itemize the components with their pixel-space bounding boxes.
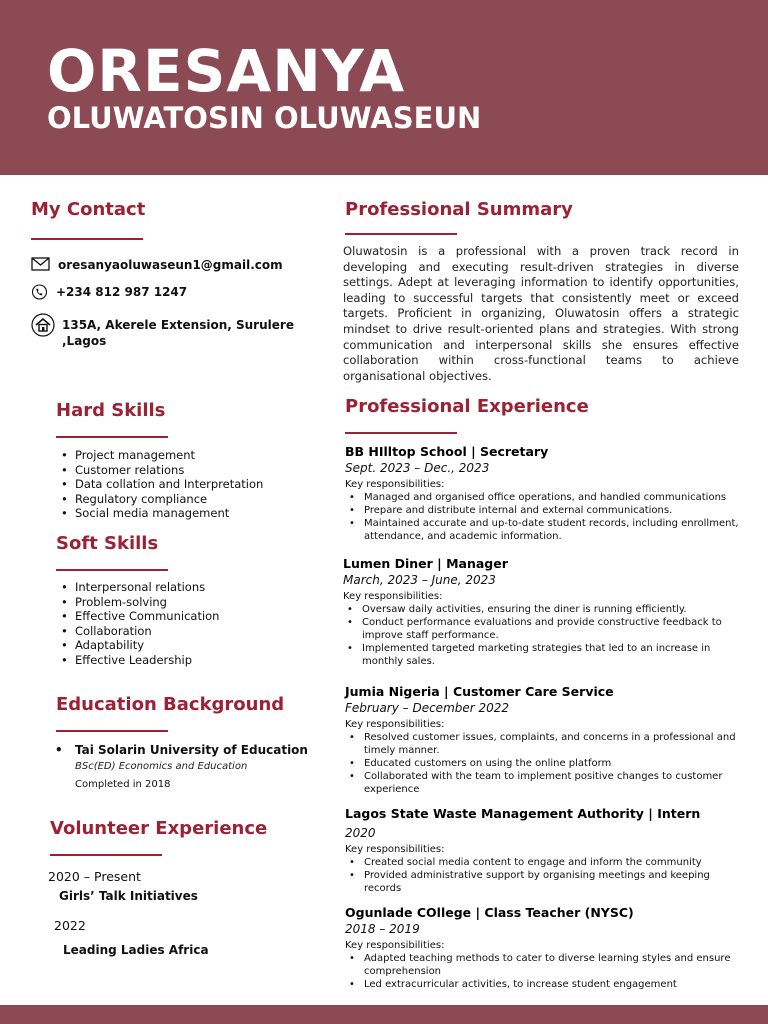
job-entry: [345, 805, 747, 895]
job-dates: 2020: [345, 826, 376, 840]
education-school: • Tai Solarin University of Education: [57, 742, 308, 758]
job-entry: [343, 555, 745, 668]
volunteer-org: Girls’ Talk Initiatives: [59, 889, 198, 903]
job-entry: [345, 904, 747, 991]
job-dates: 2018 – 2019: [345, 922, 420, 936]
contact-email[interactable]: [31, 257, 283, 273]
job-title: Lumen Diner | Manager: [343, 556, 508, 571]
education-title: Education Background: [56, 694, 285, 715]
job-entry: [345, 683, 747, 796]
education-completed: Completed in 2018: [75, 779, 171, 790]
home-icon: [31, 313, 55, 337]
list-item: • Problem-solving: [55, 595, 219, 610]
job-dates: March, 2023 – June, 2023: [343, 573, 496, 587]
job-bullets: [345, 491, 747, 543]
list-item: • Maintained accurate and up-to-date student records, including enrollment, attendance, and academic information.: [345, 517, 747, 543]
list-item: • Project management: [55, 448, 263, 463]
job-title: Ogunlade COllege | Class Teacher (NYSC): [345, 905, 634, 920]
job-label: Key responsibilities:: [345, 479, 445, 490]
soft-skills-title: Soft Skills: [56, 533, 159, 554]
list-item: • Data collation and Interpretation: [55, 477, 263, 492]
experience-rule: [345, 432, 457, 434]
job-bullets: [345, 952, 747, 991]
list-item: • Led extracurricular activities, to increase student engagement: [345, 978, 747, 991]
volunteer-org: Leading Ladies Africa: [63, 943, 209, 957]
experience-title: Professional Experience: [345, 396, 589, 417]
first-names: OLUWATOSIN OLUWASEUN: [47, 101, 482, 135]
list-item: • Resolved customer issues, complaints, and concerns in a professional and timely manner.: [345, 731, 747, 757]
summary-title: Professional Summary: [345, 199, 573, 220]
job-bullets: [343, 603, 745, 668]
job-label: Key responsibilities:: [345, 719, 445, 730]
soft-skills-list: [55, 580, 219, 668]
contact-rule: [31, 238, 143, 240]
address-line2: ,Lagos: [62, 334, 107, 348]
list-item: • Provided administrative support by organising meetings and keeping records: [345, 869, 747, 895]
job-dates: Sept. 2023 – Dec., 2023: [345, 461, 490, 475]
education-degree: BSc(ED) Economics and Education: [75, 761, 248, 772]
hard-skills-rule: [56, 436, 168, 438]
job-label: Key responsibilities:: [345, 844, 445, 855]
job-bullets: [345, 856, 747, 895]
list-item: • Effective Leadership: [55, 653, 219, 668]
volunteer-rule: [50, 854, 162, 856]
job-bullets: [345, 731, 747, 796]
list-item: • Educated customers on using the online platform: [345, 757, 747, 770]
list-item: • Regulatory compliance: [55, 492, 263, 507]
summary-rule: [345, 233, 457, 235]
last-name: ORESANYA: [47, 37, 406, 105]
list-item: • Collaborated with the team to implement positive changes to customer experience: [345, 770, 747, 796]
job-label: Key responsibilities:: [343, 591, 443, 602]
job-title: BB HIlltop School | Secretary: [345, 444, 549, 459]
volunteer-period: 2022: [54, 918, 86, 933]
education-rule: [56, 730, 168, 732]
list-item: • Customer relations: [55, 463, 263, 478]
header-banner: [0, 0, 768, 175]
hard-skills-title: Hard Skills: [56, 400, 166, 421]
list-item: • Effective Communication: [55, 609, 219, 624]
volunteer-title: Volunteer Experience: [50, 818, 268, 839]
contact-title: My Contact: [31, 199, 146, 220]
list-item: • Created social media content to engage and inform the community: [345, 856, 747, 869]
list-item: • Conduct performance evaluations and provide constructive feedback to improve staff performance.: [343, 616, 745, 642]
email-text: oresanyaoluwaseun1@gmail.com: [58, 258, 283, 272]
contact-address: [31, 313, 294, 349]
footer-band: [0, 1005, 768, 1024]
soft-skills-rule: [56, 569, 168, 571]
job-label: Key responsibilities:: [345, 940, 445, 951]
list-item: • Adaptability: [55, 638, 219, 653]
hard-skills-list: [55, 448, 263, 521]
list-item: • Collaboration: [55, 624, 219, 639]
job-entry: [345, 443, 747, 543]
job-title: Jumia Nigeria | Customer Care Service: [345, 684, 614, 699]
list-item: • Managed and organised office operations, and handled communications: [345, 491, 747, 504]
phone-icon: [31, 284, 48, 300]
mail-icon: [31, 257, 50, 271]
job-title: Lagos State Waste Management Authority | Intern: [345, 806, 701, 821]
phone-text: +234 812 987 1247: [56, 285, 188, 299]
summary-text: Oluwatosin is a professional with a proven track record in developing and executing result-driven strategies in diverse settings. Adept at leveraging information to identify opportunities, leading to successful targets that consistently meet or exceed targets. Proficient in organizing, Oluwatosin offers a strategic mindset to drive result-oriented plans and strategies. With strong communication and interpersonal skills she ensures effective collaboration within cross-functional teams to achieve organisational objectives.: [343, 244, 739, 383]
address-line1: 135A, Akerele Extension, Surulere: [62, 318, 294, 332]
contact-phone[interactable]: [31, 284, 187, 300]
list-item: • Social media management: [55, 506, 263, 521]
list-item: • Implemented targeted marketing strategies that led to an increase in monthly sales.: [343, 642, 745, 668]
job-dates: February – December 2022: [345, 701, 510, 715]
volunteer-period: 2020 – Present: [48, 869, 141, 884]
list-item: • Oversaw daily activities, ensuring the diner is running efficiently.: [343, 603, 745, 616]
list-item: • Prepare and distribute internal and external communications.: [345, 504, 747, 517]
list-item: • Adapted teaching methods to cater to diverse learning styles and ensure comprehension: [345, 952, 747, 978]
list-item: • Interpersonal relations: [55, 580, 219, 595]
